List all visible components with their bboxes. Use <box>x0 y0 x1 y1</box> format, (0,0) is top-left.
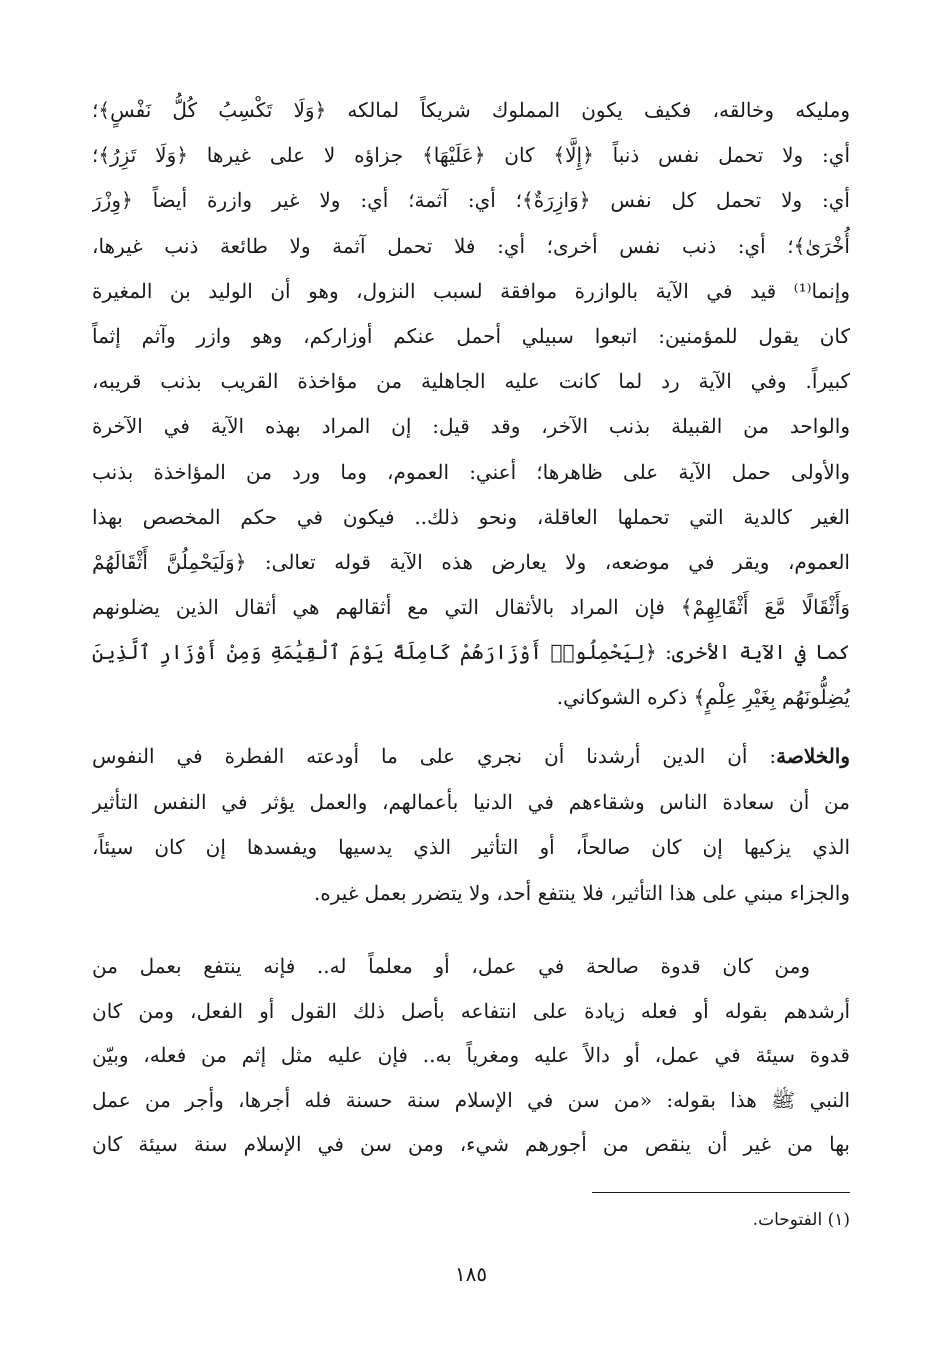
text-line: من أن سعادة الناس وشقاءهم في الدنيا بأعمالهم، والعمل يؤثر في النفس التأثير <box>92 789 850 814</box>
text-line: العموم، ويقر في موضعه، ولا يعارض هذه الآية قوله تعالى: ﴿وَلَيَحْمِلُنَّ أَثْقَالَهُمْ <box>92 549 850 574</box>
footnote: (١) الفتوحات. <box>752 1210 850 1230</box>
paragraph-2-summary <box>92 734 850 916</box>
text-line: وإنما⁽¹⁾ قيد في الآية بالوازرة موافقة لسبب النزول، وهو أن الوليد بن المغيرة <box>92 278 850 303</box>
text-line <box>92 734 850 780</box>
text-line: قدوة سيئة في عمل، أو دالاً عليه ومغرياً به.. فإن عليه مثل إثم من فعله، وبيّن <box>92 1043 850 1067</box>
text-line: والجزاء مبني على هذا التأثير، فلا ينتفع أحد، ولا يتضرر بعمل غيره. <box>313 880 850 905</box>
text-line: كما في الآية الأخرى: ﴿لِيَحْمِلُوا۟ أَوْزَارَهُمْ كَامِلَةً يَوْمَ ٱلْقِيَٰمَةِ وَمِنْ أَوْزَارِ ٱلَّذِينَ <box>92 640 850 665</box>
text-line: أرشدهم بقوله أو فعله زيادة على انتفاعه بأصل ذلك القول أو الفعل، ومن كان <box>92 998 850 1023</box>
paragraph-1 <box>92 88 850 721</box>
text-line: ومليكه وخالقه، فكيف يكون المملوك شريكاً لمالكه ﴿وَلَا تَكْسِبُ كُلُّ نَفْسٍ﴾؛ <box>92 98 850 122</box>
summary-heading: والخلاصة <box>776 744 850 768</box>
summary-first-line: : أن الدين أرشدنا أن نجري على ما أودعته الفطرة في النفوس <box>92 744 777 768</box>
text-line: أُخْرَىٰ﴾؛ أي: ذنب نفس أخرى؛ أي: فلا تحمل آثمة ولا طائعة ذنب غيرها، <box>92 233 850 258</box>
page-number: ١٨٥ <box>454 1262 488 1286</box>
text-line: أي: ولا تحمل كل نفس ﴿وَازِرَةٌ﴾؛ أي: آثمة؛ أي: ولا غير وازرة أيضاً ﴿وِزْرَ <box>92 188 850 213</box>
text-line: يُضِلُّونَهُم بِغَيْرِ عِلْمٍ﴾ ذكره الشوكاني. <box>556 685 850 710</box>
footnote-divider <box>592 1192 850 1193</box>
paragraph-3 <box>92 944 850 1167</box>
text-line: الذي يزكيها إن كان صالحاً، أو التأثير الذي يدسيها ويفسدها إن كان سيئاً، <box>92 835 850 859</box>
text-line: بها من غير أن ينقص من أجورهم شيء، ومن سن في الإسلام سنة سيئة كان <box>92 1132 850 1156</box>
text-line: كان يقول للمؤمنين: اتبعوا سبيلي أحمل عنكم أوزاركم، وهو وازر وآثم إثماً <box>92 323 850 348</box>
text-line: والأولى حمل الآية على ظاهرها؛ أعني: العموم، وما ورد من المؤاخذة بذنب <box>92 459 850 484</box>
text-line: الغير كالدية التي تحملها العاقلة، ونحو ذلك.. فيكون في حكم المخصص بهذا <box>92 504 850 529</box>
text-line: ومن كان قدوة صالحة في عمل، أو معلماً له.. فإنه ينتفع بعمل من <box>92 954 810 978</box>
text-line: النبي ﷺ هذا بقوله: «من سن في الإسلام سنة حسنة فله أجرها، وأجر من عمل <box>92 1087 850 1112</box>
text-line: وَأَثْقَالًا مَّعَ أَثْقَالِهِمْ﴾ فإن المراد بالأثقال التي مع أثقالهم هي أثقال الذين يضلونهم <box>92 595 850 620</box>
text-line: والواحد من القبيلة بذنب الآخر، وقد قيل: إن المراد بهذه الآية في الآخرة <box>92 414 850 439</box>
text-line: أي: ولا تحمل نفس ذنباً ﴿إِلَّا﴾ كان ﴿عَلَيْهَا﴾ جزاؤه لا على غيرها ﴿وَلَا تَزِرُ﴾؛ <box>92 143 850 168</box>
text-line: كبيراً. وفي الآية رد لما كانت عليه الجاهلية من مؤاخذة القريب بذنب قريبه، <box>92 369 850 394</box>
